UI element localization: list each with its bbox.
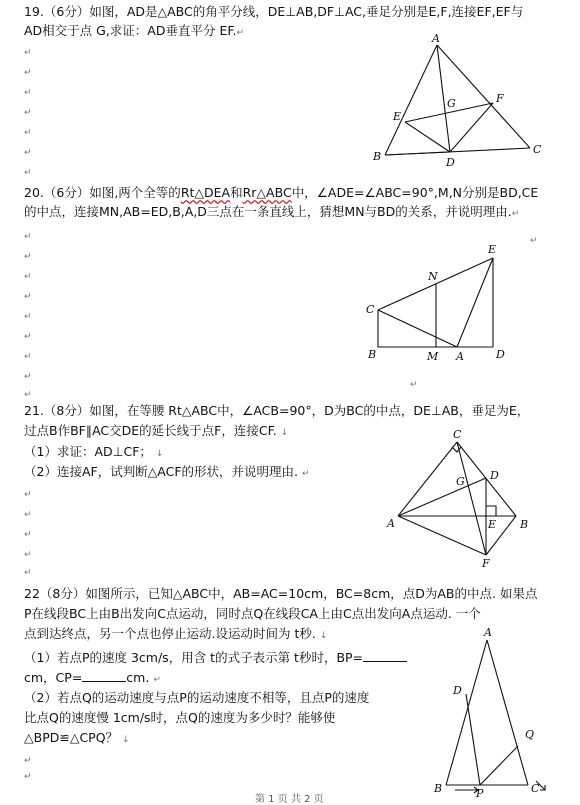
q21-label-b: B — [520, 518, 529, 531]
q21-subquestion-2: （2）连接AF，试判断△ACF的形状，并说明理由. ↵ — [24, 464, 310, 479]
paragraph-mark: ↵ — [24, 510, 32, 520]
q22-subquestion-1-cont: cm，CP= cm. ↵ — [24, 670, 161, 685]
q21-label-d: D — [490, 469, 499, 482]
q19-label-f: F — [496, 92, 504, 105]
q19-label-b: B — [373, 150, 382, 163]
q22-label-d: D — [453, 684, 462, 697]
q22-text-line-1: 22（8分）如图所示，已知△ABC中，AB=AC=10cm，BC=8cm，点D为AB的中点. 如果点 — [24, 586, 538, 601]
q22-label-q: Q — [525, 728, 535, 741]
paragraph-mark: ↵ — [24, 292, 32, 302]
q20-label-a: A — [456, 350, 464, 363]
q20-label-d: D — [496, 348, 505, 361]
paragraph-mark: ↵ — [24, 48, 32, 58]
paragraph-mark: ↵ — [24, 756, 32, 766]
q21-label-g: G — [456, 475, 465, 488]
paragraph-mark: ↵ — [24, 168, 32, 178]
paragraph-mark: ↵ — [24, 128, 32, 138]
q19-text-line-1: 19.（6分）如图，AD是△ABC的角平分线，DE⊥AB,DF⊥AC,垂足分别是E,F,连接EF,EF与 — [24, 4, 524, 19]
q21-label-c: C — [453, 428, 462, 441]
paragraph-mark: ↵ — [24, 312, 32, 322]
paragraph-mark: ↵ — [24, 332, 32, 342]
q22-subquestion-2: （2）若点Q的运动速度与点P的运动速度不相等，且点P的速度 — [24, 690, 370, 705]
paragraph-mark: ↵ — [24, 772, 32, 782]
paragraph-mark: ↵ — [24, 232, 32, 242]
paragraph-mark: ↵ — [24, 108, 32, 118]
q22-text-line-3: 点到达终点，另一个点也停止运动.设运动时间为 t秒. ↓ — [24, 626, 328, 641]
q21-text-line-1: 21.（8分）如图，在等腰 Rt△ABC中，∠ACB=90°，D为BC的中点，DE⊥AB，垂足为E， — [24, 403, 530, 418]
paragraph-mark: ↵ — [24, 372, 32, 382]
paragraph-mark: ↵ — [530, 236, 538, 246]
q19-label-e: E — [393, 110, 402, 123]
q22-subquestion-1: （1）若点P的速度 3cm/s，用含 t的式子表示第 t秒时，BP= — [24, 650, 407, 666]
q22-subquestion-2-end: △BPD≌△CPQ？ ↓ — [24, 730, 130, 745]
q22-label-b: B — [434, 782, 443, 795]
q19-label-d: D — [446, 156, 455, 169]
q22-label-c: C — [531, 782, 540, 795]
paragraph-mark: ↵ — [24, 550, 32, 560]
paragraph-mark: ↵ — [24, 530, 32, 540]
paragraph-mark: ↵ — [24, 252, 32, 262]
q21-label-a: A — [387, 517, 395, 530]
q20-label-c: C — [366, 303, 375, 316]
paragraph-mark: ↵ — [24, 352, 32, 362]
q19-text-line-2: AD相交于点 G,求证：AD垂直平分 EF.↵ — [24, 23, 245, 38]
q22-subquestion-2-cont: 比点Q的速度慢 1cm/s时，点Q的速度为多少时？能够使 — [24, 710, 336, 725]
q21-text-line-2: 过点B作BF∥AC交DE的延长线于点F，连接CF. ↓ — [24, 423, 289, 438]
paragraph-mark: ↵ — [24, 88, 32, 98]
paragraph-mark: ↵ — [24, 68, 32, 78]
paragraph-mark: ↵ — [24, 390, 32, 400]
q20-text-line-2: 的中点，连接MN,AB=ED,B,A,D三点在一条直线上，猜想MN与BD的关系，并说明理由.↵ — [24, 204, 520, 219]
paragraph-mark: ↵ — [24, 272, 32, 282]
q22-text-line-2: P在线段BC上由B出发向C点运动，同时点Q在线段CA上由C点出发向A点运动. 一个 — [24, 606, 481, 621]
q21-label-f: F — [482, 557, 490, 570]
q20-text-line-1: 20.（6分）如图,两个全等的Rt△DEA和Rr△ABC中，∠ADE=∠ABC=90°,M,N分别是BD,CE — [24, 185, 539, 200]
q20-label-n: N — [428, 270, 438, 283]
paragraph-mark: ↵ — [410, 380, 418, 390]
q20-label-b: B — [368, 348, 377, 361]
q20-label-m: M — [427, 350, 439, 363]
q20-label-e: E — [488, 243, 497, 256]
q22-label-p: P — [476, 787, 484, 800]
page-footer: 第 1 页 共 2 页 — [255, 794, 324, 805]
q21-label-e: E — [488, 518, 497, 531]
q21-subquestion-1: （1）求证：AD⊥CF； ↓ — [24, 444, 164, 459]
paragraph-mark: ↵ — [24, 490, 32, 500]
q19-label-c: C — [533, 143, 542, 156]
q19-label-a: A — [432, 32, 440, 45]
paragraph-mark: ↵ — [24, 148, 32, 158]
q19-label-g: G — [447, 97, 456, 110]
paragraph-mark: ↵ — [24, 568, 32, 578]
q22-label-a: A — [484, 626, 492, 639]
